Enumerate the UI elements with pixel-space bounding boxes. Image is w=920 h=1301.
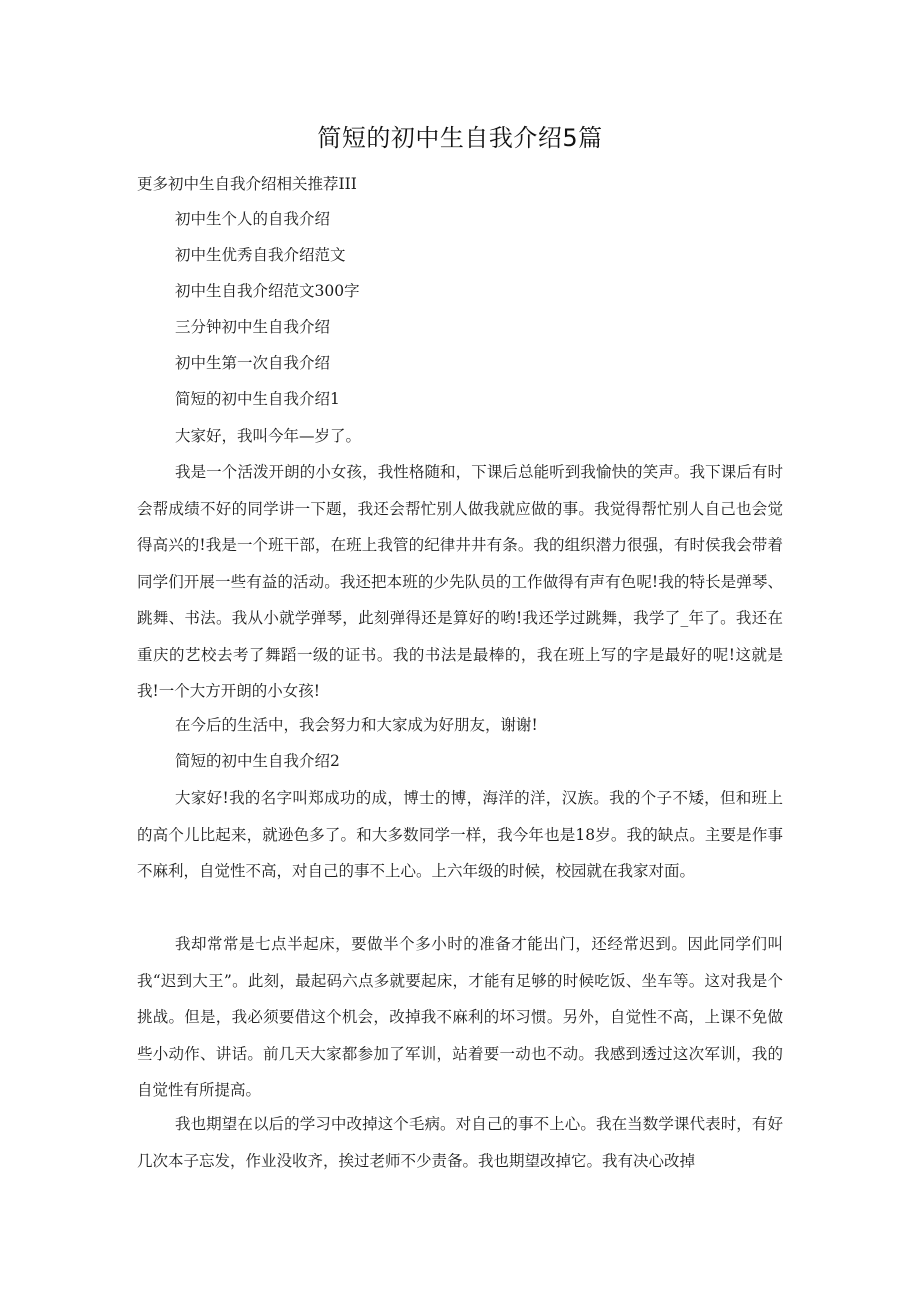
recommend-link[interactable]: 初中生第一次自我介绍 [175, 354, 331, 372]
paragraph: 大家好!我的名字叫郑成功的成，博士的博，海洋的洋，汉族。我的个子不矮，但和班上的高个儿比起来，就逊色多了。和大多数同学一样，我今年也是18岁。我的缺点。主要是作事不麻利，自觉性不高，对自己的事不上心。上六年级的时候，校园就在我家对面。 [137, 789, 783, 880]
section-heading: 简短的初中生自我介绍2 [175, 752, 340, 770]
paragraph: 我却常常是七点半起床，要做半个多小时的准备才能出门，还经常迟到。因此同学们叫我“迟到大王”。此刻，最起码六点多就要起床，才能有足够的时候吃饭、坐车等。这对我是个挑战。但是，我必须要借这个机会，改掉我不麻利的坏习惯。另外，自觉性不高，上课不免做些小动作、讲话。前几天大家都参加了军训，站着要一动也不动。我感到透过这次军训，我的自觉性有所提高。 [137, 935, 783, 1099]
section-heading: 简短的初中生自我介绍1 [175, 390, 340, 408]
recommend-link[interactable]: 初中生自我介绍范文300字 [175, 282, 360, 300]
recommend-heading: 更多初中生自我介绍相关推荐III [137, 175, 357, 193]
paragraph: 我也期望在以后的学习中改掉这个毛病。对自己的事不上心。我在当数学课代表时，有好几次本子忘发，作业没收齐，挨过老师不少责备。我也期望改掉它。我有决心改掉 [137, 1115, 783, 1170]
paragraph: 大家好，我叫今年—岁了。 [175, 427, 362, 445]
recommend-link[interactable]: 初中生优秀自我介绍范文 [175, 246, 346, 264]
document-title: 简短的初中生自我介绍5篇 [317, 124, 603, 152]
paragraph: 在今后的生活中，我会努力和大家成为好朋友，谢谢! [175, 716, 538, 734]
recommend-link[interactable]: 初中生个人的自我介绍 [175, 210, 331, 228]
paragraph: 我是一个活泼开朗的小女孩，我性格随和，下课后总能听到我愉快的笑声。我下课后有时会帮成绩不好的同学讲一下题，我还会帮忙别人做我就应做的事。我觉得帮忙别人自己也会觉得高兴的!我是一个班干部，在班上我管的纪律井井有条。我的组织潜力很强，有时侯我会带着同学们开展一些有益的活动。我还把本班的少先队员的工作做得有声有色呢!我的特长是弹琴、跳舞、书法。我从小就学弹琴，此刻弹得还是算好的哟!我还学过跳舞，我学了_年了。我还在重庆的艺校去考了舞蹈一级的证书。我的书法是最棒的，我在班上写的字是最好的呢!这就是我!一个大方开朗的小女孩! [137, 463, 783, 700]
recommend-link[interactable]: 三分钟初中生自我介绍 [175, 318, 331, 336]
